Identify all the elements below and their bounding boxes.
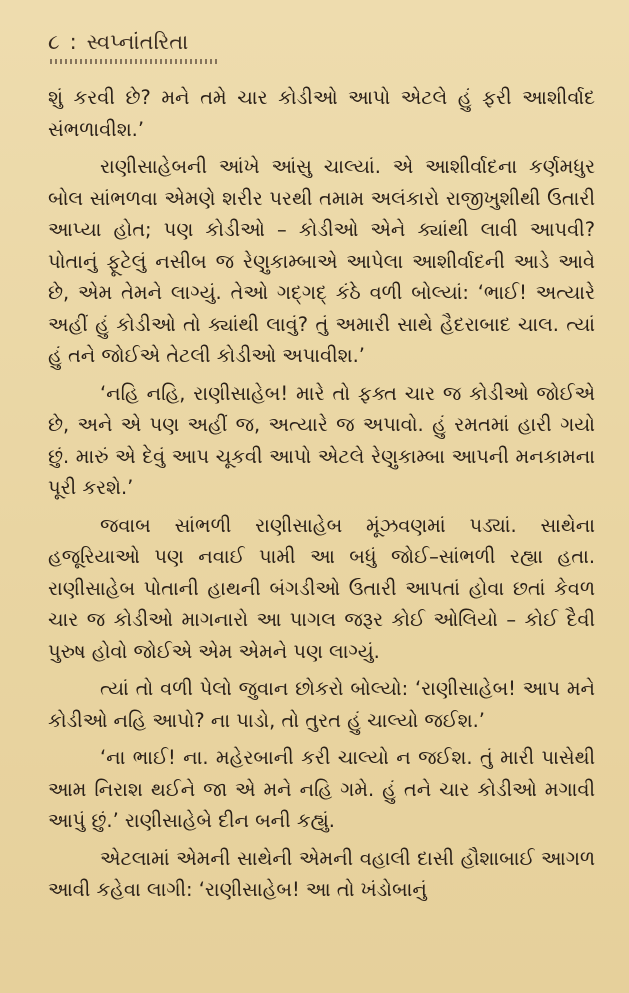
paragraph: જવાબ સાંભળી રાણીસાહેબ મૂંઝવણમાં પડ્યાં. સાથેના હજૂરિયાઓ પણ નવાઈ પામી આ બધું જોઈ–સાંભળી રહ્યા હતા. રાણીસાહેબ પોતાની હાથની બંગડીઓ ઉતારી આપતાં હોવા છતાં કેવળ ચાર જ કોડીઓ માગનારો આ પાગલ જરૂર કોઈ ઓલિયો – કોઈ દૈવી પુરુષ હોવો જોઈએ એમ એમને પણ લાગ્યું. (48, 513, 595, 663)
header-rule (50, 59, 218, 64)
paragraph-continuation: શું કરવી છે? મને તમે ચાર કોડીઓ આપો એટલે હું ફરી આશીર્વાદ સંભળાવીશ.’ (48, 86, 595, 141)
paragraph: ત્યાં તો વળી પેલો જુવાન છોકરો બોલ્યો: ‘રાણીસાહેબ! આપ મને કોડીઓ નહિ આપો? ના પાડો, તો તુરત હું ચાલ્યો જઈશ.’ (48, 677, 595, 732)
paragraph: ‘નહિ નહિ, રાણીસાહેબ! મારે તો ફક્ત ચાર જ કોડીઓ જોઈએ છે, અને એ પણ અહીં જ, અત્યારે જ અપાવો. હું રમતમાં હારી ગયો છું. મારું એ દેવું આપ ચૂકવી આપો એટલે રેણુકામ્બા આપની મનકામના પૂરી કરશે.’ (48, 381, 595, 499)
header-separator: : (69, 30, 77, 54)
paragraph: રાણીસાહેબની આંખે આંસુ ચાલ્યાં. એ આશીર્વાદના કર્ણમધુર બોલ સાંભળવા એમણે શરીર પરથી તમામ અલંકારો રાજીખુશીથી ઉતારી આપ્યા હોત; પણ કોડીઓ – કોડીઓ એને ક્યાંથી લાવી આપવી? પોતાનું ફૂટેલું નસીબ જ રેણુકામ્બાએ આપેલા આશીર્વાદની આડે આવે છે, એમ તેમને લાગ્યું. તેઓ ગદ્‌ગદ્ કંઠે વળી બોલ્યાં: ‘ભાઈ! અત્યારે અહીં હું કોડીઓ તો ક્યાંથી લાવું? તું અમારી સાથે હૈદરાબાદ ચાલ. ત્યાં હું તને જોઈએ તેટલી કોડીઓ અપાવીશ.’ (48, 155, 595, 367)
page-number: ૮ (48, 30, 60, 54)
running-title: સ્વપ્નાંતરિતા (86, 30, 189, 54)
paragraph: એટલામાં એમની સાથેની એમની વહાલી દાસી હૌશાબાઈ આગળ આવી કહેવા લાગી: ‘રાણીસાહેબ! આ તો ખંડોબાનું (48, 846, 595, 901)
paragraph: ‘ના ભાઈ! ના. મહેરબાની કરી ચાલ્યો ન જઈશ. તું મારી પાસેથી આમ નિરાશ થઈને જા એ મને નહિ ગમે. હું તને ચાર કોડીઓ મગાવી આપું છું.’ રાણીસાહેબે દીન બની કહ્યું. (48, 746, 595, 832)
page-header (48, 30, 595, 55)
